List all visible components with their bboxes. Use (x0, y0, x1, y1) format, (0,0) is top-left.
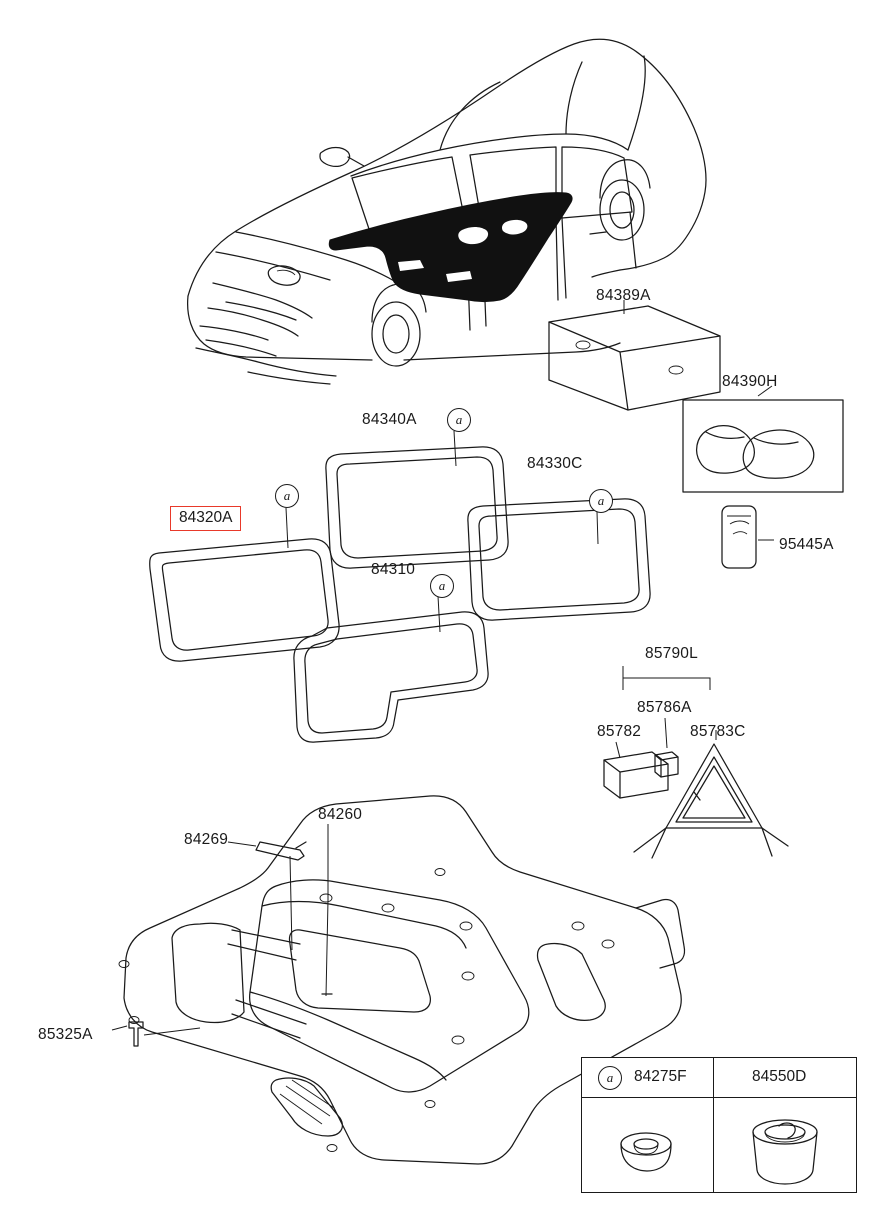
part-label-95445A: 95445A (779, 536, 834, 553)
part-label-85790L: 85790L (645, 645, 698, 662)
part-84389A-shape (549, 300, 720, 410)
legend-part-84550D: 84550D (752, 1068, 807, 1085)
callout-marker-84310: a (430, 574, 454, 598)
part-warning-triangle-group (604, 666, 788, 858)
part-label-85782: 85782 (597, 723, 642, 740)
part-95445A-shape (722, 506, 774, 568)
part-84310-shape (294, 596, 488, 742)
part-label-85786A: 85786A (637, 699, 692, 716)
part-label-84269: 84269 (184, 831, 229, 848)
callout-marker-84330C: a (589, 489, 613, 513)
part-84390H-shape (683, 386, 843, 492)
part-label-84260: 84260 (318, 806, 363, 823)
part-label-84390H: 84390H (722, 373, 778, 390)
callout-marker-84340A: a (447, 408, 471, 432)
legend-table (581, 1057, 857, 1193)
part-label-84330C: 84330C (527, 455, 583, 472)
legend-callout-marker: a (598, 1066, 622, 1090)
part-label-84320A-highlighted: 84320A (170, 506, 241, 531)
part-label-84340A: 84340A (362, 411, 417, 428)
part-label-84389A: 84389A (596, 287, 651, 304)
cup-holder-icon (753, 1120, 817, 1184)
part-label-85325A: 85325A (38, 1026, 93, 1043)
part-84330C-shape (468, 499, 650, 620)
legend-column-divider (713, 1058, 714, 1192)
part-label-85783C: 85783C (690, 723, 746, 740)
grommet-icon (621, 1133, 671, 1171)
car-illustration (188, 39, 706, 384)
part-84340A-shape (326, 431, 508, 568)
legend-icons (582, 1058, 856, 1192)
part-label-84310: 84310 (371, 561, 416, 578)
callout-marker-84320A: a (275, 484, 299, 508)
legend-part-84275F: 84275F (634, 1068, 687, 1085)
legend-header-divider (582, 1097, 856, 1098)
